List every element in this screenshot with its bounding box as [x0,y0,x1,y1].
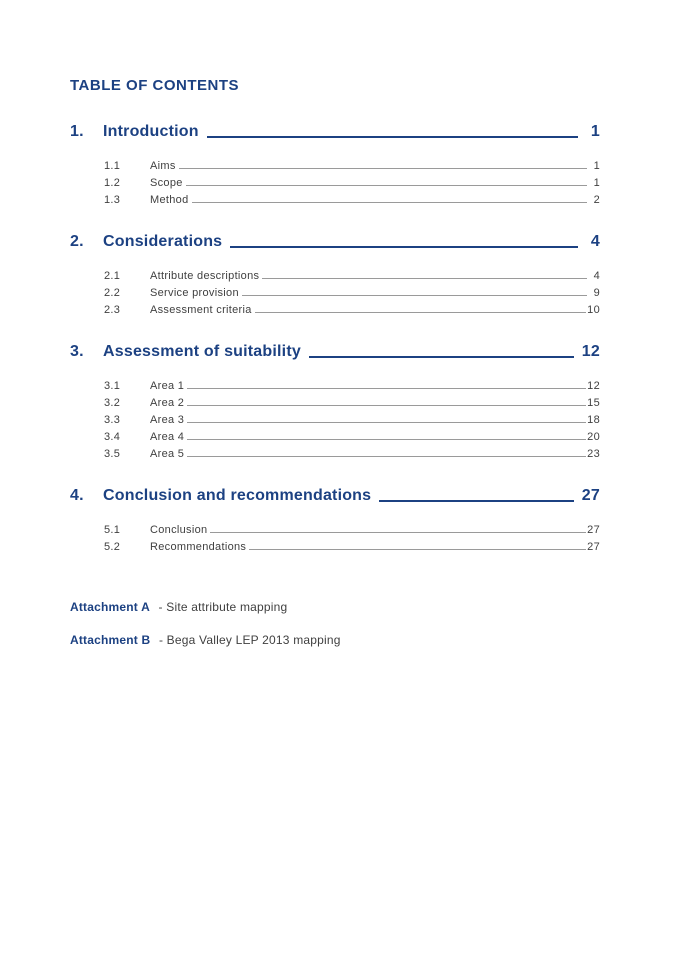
toc-section [70,232,600,316]
entry-number: 2.3 [104,304,121,316]
entry-number: 3.3 [104,414,121,426]
leader-line [242,295,587,296]
toc-section-row-conclusion-and-recommendations[interactable] [70,486,600,506]
entry-number: 1.1 [104,160,121,172]
attachment-b [70,632,600,649]
leader-line [186,185,587,186]
toc-entry-row-area-2[interactable] [70,392,600,409]
section-title: Considerations [103,233,223,250]
leader-line [249,549,586,550]
entry-title: Recommendations [150,541,247,553]
entry-number: 2.1 [104,270,121,282]
toc-entry-list [70,265,600,316]
toc-entry-list [70,155,600,206]
attachment-a-description: - Site attribute mapping [158,600,288,614]
section-number: 1. [70,123,84,140]
entry-number: 3.2 [104,397,121,409]
section-page-number: 12 [581,343,600,360]
toc-entry-row-assessment-criteria[interactable] [70,299,600,316]
section-page-number: 27 [581,487,600,504]
toc-entry-row-service-provision[interactable] [70,282,600,299]
leader-line [179,168,587,169]
section-number: 3. [70,343,84,360]
attachments-list [70,599,600,649]
leader-line [210,532,586,533]
leader-line [255,312,586,313]
entry-page-number: 15 [587,397,600,409]
section-number: 4. [70,487,84,504]
toc-entry-row-area-4[interactable] [70,426,600,443]
leader-line [192,202,588,203]
entry-title: Area 4 [150,431,185,443]
leader-line [187,439,586,440]
entry-title: Service provision [150,287,239,299]
entry-number: 1.3 [104,194,121,206]
toc-entry-row-conclusion[interactable] [70,519,600,536]
entry-page-number: 2 [593,194,600,206]
attachment-b-description: - Bega Valley LEP 2013 mapping [158,633,341,647]
entry-title: Method [150,194,189,206]
toc-entry-list [70,519,600,553]
attachment-a-label: Attachment A [70,600,150,614]
leader-line [230,246,578,248]
toc-entry-row-method[interactable] [70,189,600,206]
entry-page-number: 9 [593,287,600,299]
entry-number: 5.2 [104,541,121,553]
attachment-b-label: Attachment B [70,633,151,647]
leader-line [187,456,586,457]
entry-title: Aims [150,160,176,172]
entry-number: 2.2 [104,287,121,299]
page-title: TABLE OF CONTENTS [70,77,240,94]
section-page-number: 1 [590,123,600,140]
toc-entry-row-scope[interactable] [70,172,600,189]
toc-entry-row-area-1[interactable] [70,375,600,392]
entry-title: Area 2 [150,397,185,409]
leader-line [187,388,586,389]
entry-number: 3.5 [104,448,121,460]
toc-section [70,342,600,460]
toc-section [70,122,600,206]
entry-page-number: 18 [587,414,600,426]
entry-number: 5.1 [104,524,121,536]
toc-entry-row-area-5[interactable] [70,443,600,460]
leader-line [187,405,586,406]
entry-page-number: 10 [587,304,600,316]
entry-title: Scope [150,177,183,189]
attachment-a [70,599,600,616]
section-title: Introduction [103,123,199,140]
leader-line [207,136,578,138]
entry-number: 3.4 [104,431,121,443]
entry-page-number: 23 [587,448,600,460]
toc-entry-row-attribute-descriptions[interactable] [70,265,600,282]
entry-number: 1.2 [104,177,121,189]
entry-title: Area 3 [150,414,185,426]
leader-line [379,500,574,502]
toc-section [70,486,600,553]
entry-title: Assessment criteria [150,304,252,316]
entry-title: Conclusion [150,524,208,536]
toc-section-row-considerations[interactable] [70,232,600,252]
entry-number: 3.1 [104,380,121,392]
entry-page-number: 1 [593,160,600,172]
entry-page-number: 27 [587,524,600,536]
toc-section-row-introduction[interactable] [70,122,600,142]
entry-page-number: 27 [587,541,600,553]
entry-title: Area 5 [150,448,185,460]
entry-page-number: 12 [587,380,600,392]
toc-section-row-assessment-of-suitability[interactable] [70,342,600,362]
section-number: 2. [70,233,84,250]
entry-page-number: 1 [593,177,600,189]
leader-line [262,278,587,279]
section-title: Conclusion and recommendations [103,487,372,504]
entry-title: Attribute descriptions [150,270,260,282]
entry-page-number: 4 [593,270,600,282]
toc-entry-row-recommendations[interactable] [70,536,600,553]
toc-entry-list [70,375,600,460]
toc-entry-row-aims[interactable] [70,155,600,172]
entry-title: Area 1 [150,380,185,392]
section-title: Assessment of suitability [103,343,301,360]
section-page-number: 4 [590,233,600,250]
leader-line [187,422,586,423]
entry-page-number: 20 [587,431,600,443]
toc-entry-row-area-3[interactable] [70,409,600,426]
leader-line [309,356,574,358]
